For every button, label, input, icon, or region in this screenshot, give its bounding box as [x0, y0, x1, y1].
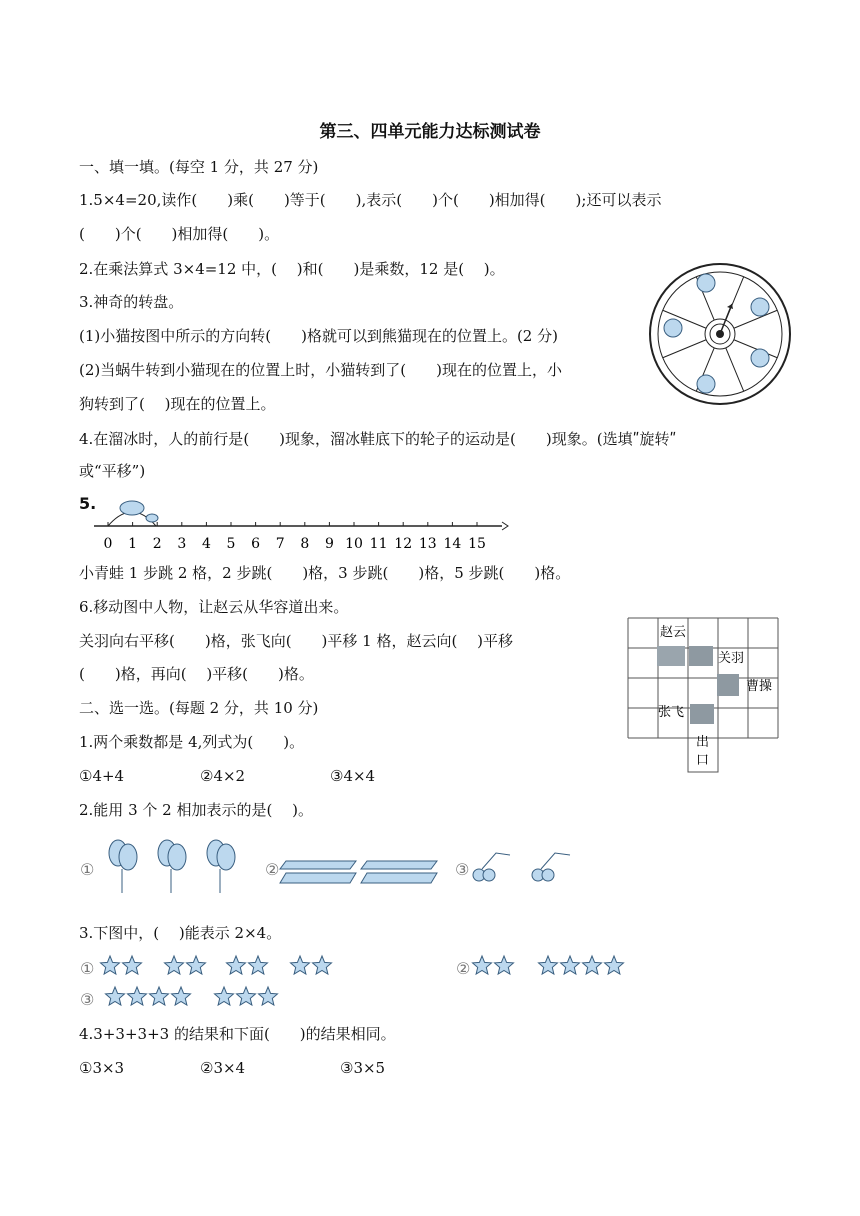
question-6: 6.移动图中人物，让赵云从华容道出来。: [79, 598, 349, 616]
choice-2-mark-c: ③: [455, 860, 470, 879]
star-icon: [561, 956, 580, 974]
choice-4-option-c: ③3×5: [340, 1059, 386, 1077]
star-icon: [150, 987, 169, 1005]
spinner-wheel: [648, 262, 793, 407]
choice-question-3: 3.下图中，( )能表示 2×4。: [79, 924, 282, 942]
star-icon: [128, 987, 147, 1005]
choice-2-pictures: [80, 835, 600, 900]
grid-label-zhaoyun: 赵云: [660, 625, 687, 640]
star-icon: [227, 956, 246, 974]
choice-question-4: 4.3+3+3+3 的结果和下面( )的结果相同。: [79, 1025, 396, 1043]
section2-heading: 二、选一选。(每题 2 分，共 10 分): [79, 699, 319, 717]
tick-label: 6: [251, 536, 261, 552]
tick-label: 11: [369, 536, 388, 552]
star-icon: [172, 987, 191, 1005]
question-3-part1: (1)小猫按图中所示的方向转( )格就可以到熊猫现在的位置上。(2 分): [79, 327, 558, 345]
stacked-boards-icon: [280, 861, 437, 883]
star-icon: [605, 956, 624, 974]
cherries-icon: [473, 853, 570, 881]
question-1-line2: ( )个( )相加得( )。: [79, 225, 280, 243]
choice-4-option-b: ②3×4: [200, 1059, 246, 1077]
tick-label: 5: [226, 536, 236, 552]
guanyu-figure-icon: [689, 646, 713, 666]
choice-3-mark-c: ③: [80, 990, 95, 1009]
star-icon: [187, 956, 206, 974]
question-4-line1: 4.在溜冰时，人的前行是( )现象，溜冰鞋底下的轮子的运动是( )现象。(选填ʺ旋转ʺ: [79, 430, 677, 448]
question-3-part2-line2: 狗转到了( )现在的位置上。: [79, 395, 276, 413]
animal-frog-icon: [697, 375, 715, 393]
tick-label: 0: [103, 536, 113, 552]
animal-cat-icon: [751, 298, 769, 316]
choice-4-option-a: ①3×3: [79, 1059, 125, 1077]
star-icon: [583, 956, 602, 974]
star-icon: [123, 956, 142, 974]
grid-label-zhangfei: 张飞: [658, 705, 685, 720]
star-icon: [291, 956, 310, 974]
star-icon: [237, 987, 256, 1005]
question-1-line1: 1.5×4=20,读作( )乘( )等于( ),表示( )个( )相加得( );还可以表示: [79, 191, 662, 209]
tick-label: 10: [345, 536, 363, 552]
question-5-label: 5.: [79, 494, 97, 513]
tick-label: 9: [324, 536, 334, 552]
number-line: [94, 492, 509, 552]
choice-1-option-c: ③4×4: [330, 767, 376, 785]
choice-1-option-a: ①4+4: [79, 767, 125, 785]
tick-label: 4: [201, 536, 211, 552]
question-2: 2.在乘法算式 3×4=12 中，( )和( )是乘数，12 是( )。: [79, 260, 505, 278]
star-icon: [539, 956, 558, 974]
star-icon: [165, 956, 184, 974]
choice-2-mark-b: ②: [265, 860, 280, 879]
balloons-icon: [109, 840, 235, 893]
question-4-line2: 或“平移”): [79, 462, 146, 480]
star-icon: [313, 956, 332, 974]
tick-label: 7: [275, 536, 285, 552]
exit-label-bottom: 口: [696, 753, 710, 768]
zhangfei-figure-icon: [690, 704, 714, 724]
grid-label-guanyu: 关羽: [718, 651, 745, 666]
question-3: 3.神奇的转盘。: [79, 293, 184, 311]
zhaoyun-figure-icon: [657, 646, 685, 666]
grid-label-caocao: 曹操: [746, 679, 773, 694]
star-icon: [106, 987, 125, 1005]
choice-question-2: 2.能用 3 个 2 相加表示的是( )。: [79, 801, 313, 819]
star-icon: [101, 956, 120, 974]
question-6-line2: ( )格，再向( )平移( )格。: [79, 665, 314, 683]
star-icon: [215, 987, 234, 1005]
choice-2-mark-a: ①: [80, 860, 95, 879]
choice-1-option-b: ②4×2: [200, 767, 246, 785]
tick-label: 15: [468, 536, 486, 552]
choice-3-mark-a: ①: [80, 959, 95, 978]
animal-panda-icon: [751, 349, 769, 367]
tick-label: 12: [394, 536, 413, 552]
choice-3-mark-b: ②: [456, 959, 471, 978]
tick-label: 13: [418, 536, 437, 552]
tick-label: 3: [177, 536, 187, 552]
tick-label: 8: [300, 536, 310, 552]
huarong-grid: [626, 616, 778, 772]
question-3-part2-line1: (2)当蜗牛转到小猫现在的位置上时，小猫转到了( )现在的位置上，小: [79, 361, 562, 379]
star-icon: [249, 956, 268, 974]
choice-question-1: 1.两个乘数都是 4,列式为( )。: [79, 733, 305, 751]
animal-snail-icon: [664, 319, 682, 337]
animal-dog-icon: [697, 274, 715, 292]
exit-label-top: 出: [696, 735, 710, 750]
tick-label: 1: [128, 536, 138, 552]
section1-heading: 一、填一填。(每空 1 分，共 27 分): [79, 158, 319, 176]
choice-3-stars: [80, 952, 640, 1014]
star-icon: [473, 956, 492, 974]
question-5-text: 小青蛙 1 步跳 2 格，2 步跳( )格，3 步跳( )格，5 步跳( )格。: [79, 564, 571, 582]
star-icon: [259, 987, 278, 1005]
page-title: 第三、四单元能力达标测试卷: [319, 122, 541, 142]
tick-label: 14: [443, 536, 462, 552]
question-6-line1: 关羽向右平移( )格，张飞向( )平移 1 格，赵云向( )平移: [79, 632, 513, 650]
tick-label: 2: [152, 536, 162, 552]
caocao-figure-icon: [717, 674, 739, 696]
frog-icon: [120, 501, 158, 522]
star-icon: [495, 956, 514, 974]
